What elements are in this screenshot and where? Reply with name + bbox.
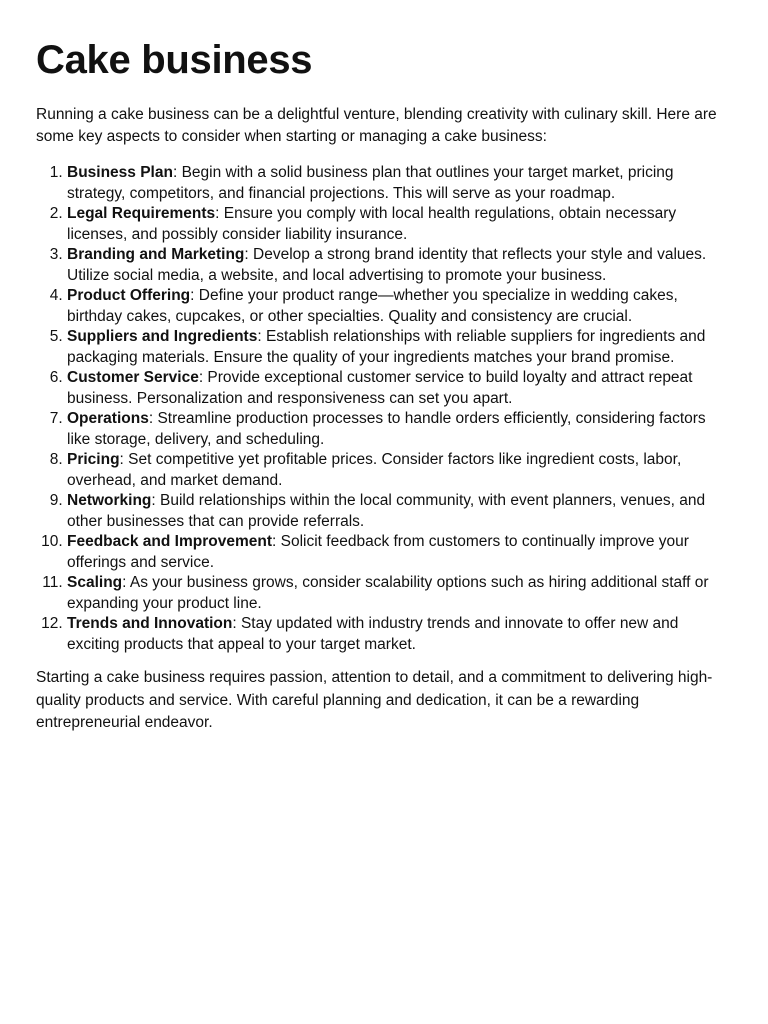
page-title: Cake business [36,38,313,82]
list-item-customer-service [67,368,731,409]
list-item-description: : Begin with a solid business plan that outlines your target market, pricing strategy, competitors, and financial projections. This will serve as your roadmap. [67,164,674,202]
list-item-description: : Stay updated with industry trends and innovate to offer new and exciting products that appeal to your target market. [67,615,679,653]
list-item-title: Branding and Marketing [67,246,245,263]
list-item-description: : Streamline production processes to handle orders efficiently, considering factors like storage, delivery, and scheduling. [67,410,706,448]
list-item-feedback-and-improvement [67,532,731,573]
list-item-description: : Develop a strong brand identity that reflects your style and values. Utilize social media, a website, and local advertising to promote your business. [67,246,707,284]
list-item-title: Product Offering [67,287,191,304]
intro-paragraph: Running a cake business can be a delightful venture, blending creativity with culinary skill. Here are some key aspects to consider when starting or managing a cake business: [36,106,717,145]
list-item-title: Business Plan [67,164,173,181]
list-item-description: : Establish relationships with reliable suppliers for ingredients and packaging materials. Ensure the quality of your ingredients matches your brand promise. [67,328,706,366]
list-item-title: Scaling [67,574,123,591]
list-item-description: : As your business grows, consider scalability options such as hiring additional staff or expanding your product line. [67,574,709,612]
closing-paragraph: Starting a cake business requires passion, attention to detail, and a commitment to delivering high-quality products and service. With careful planning and dedication, it can be a rewarding entrepreneurial endeavor. [36,669,713,731]
list-item-description: : Solicit feedback from customers to continually improve your offerings and service. [67,533,689,571]
list-item-title: Legal Requirements [67,205,216,222]
list-item-title: Customer Service [67,369,199,386]
list-item-scaling [67,573,731,614]
list-item-title: Pricing [67,451,120,468]
list-item-branding-and-marketing [67,245,731,286]
list-item-trends-and-innovation [67,614,731,655]
list-item-title: Networking [67,492,152,509]
list-item-description: : Define your product range—whether you specialize in wedding cakes, birthday cakes, cupcakes, or other specialties. Quality and consistency are crucial. [67,287,678,325]
list-item-title: Operations [67,410,149,427]
list-item-suppliers-and-ingredients [67,327,731,368]
list-item-title: Feedback and Improvement [67,533,273,550]
list-item-description: : Ensure you comply with local health regulations, obtain necessary licenses, and possibly consider liability insurance. [67,205,677,243]
list-item-operations [67,409,731,450]
list-item-legal-requirements [67,204,731,245]
list-item-product-offering [67,286,731,327]
key-aspects-list [36,163,731,655]
list-item-networking [67,491,731,532]
list-item-description: : Provide exceptional customer service to build loyalty and attract repeat business. Personalization and responsiveness can set you apart. [67,369,693,407]
list-item-title: Trends and Innovation [67,615,233,632]
list-item-description: : Build relationships within the local community, with event planners, venues, and other businesses that can provide referrals. [67,492,706,530]
list-item-business-plan [67,163,731,204]
list-item-title: Suppliers and Ingredients [67,328,258,345]
list-item-pricing [67,450,731,491]
list-item-description: : Set competitive yet profitable prices. Consider factors like ingredient costs, labor, overhead, and market demand. [67,451,682,489]
